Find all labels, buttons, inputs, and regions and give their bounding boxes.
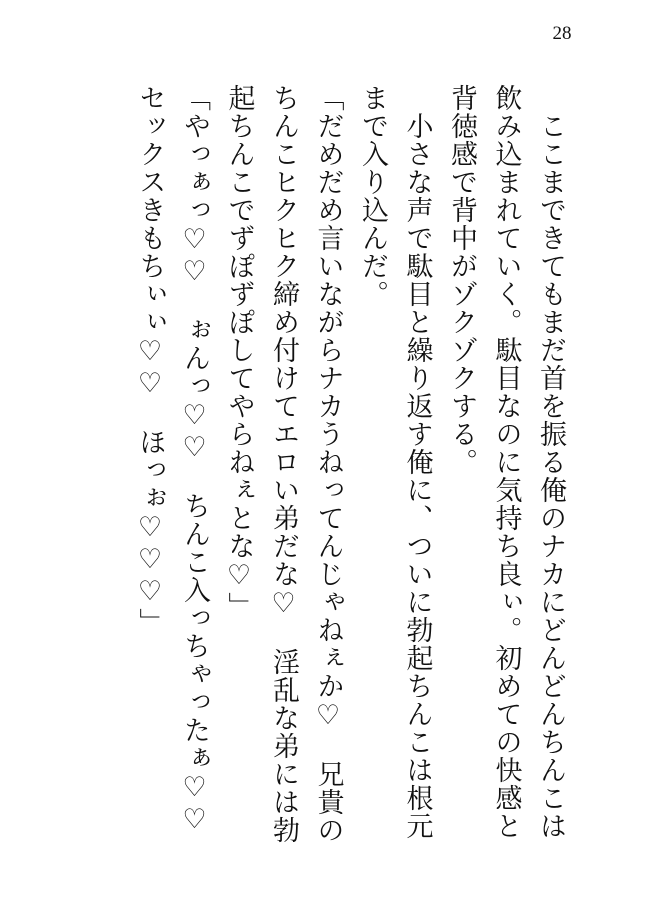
paragraph-2: 小さな声で駄目と繰り返す俺に、ついに勃起ちんこは根元まで入り込んだ。: [357, 84, 433, 840]
page-number: 28: [552, 23, 572, 44]
paragraph-4: 「やっぁっ♡♡ ぉんっ♡♡ ちんこ入っちゃったぁ♡♡ セックスきもちぃぃ♡♡ ほっぉ♡♡♡」: [134, 84, 210, 864]
paragraph-3: 「だめだめ言いながらナカうねってんじゃねぇか♡ 兄貴のちんこヒクヒク締め付けてエロい弟だな♡ 淫乱な弟には勃起ちんこでずぽずぽしてやらねぇとな♡」: [223, 84, 344, 844]
body-text: [127, 84, 572, 864]
paragraph-1: ここまできてもまだ首を振る俺のナカにどんどんちんこは飲み込まれていく。駄目なのに気持ち良ぃ。初めての快感と背徳感で背中がゾクゾクする。: [446, 84, 566, 840]
